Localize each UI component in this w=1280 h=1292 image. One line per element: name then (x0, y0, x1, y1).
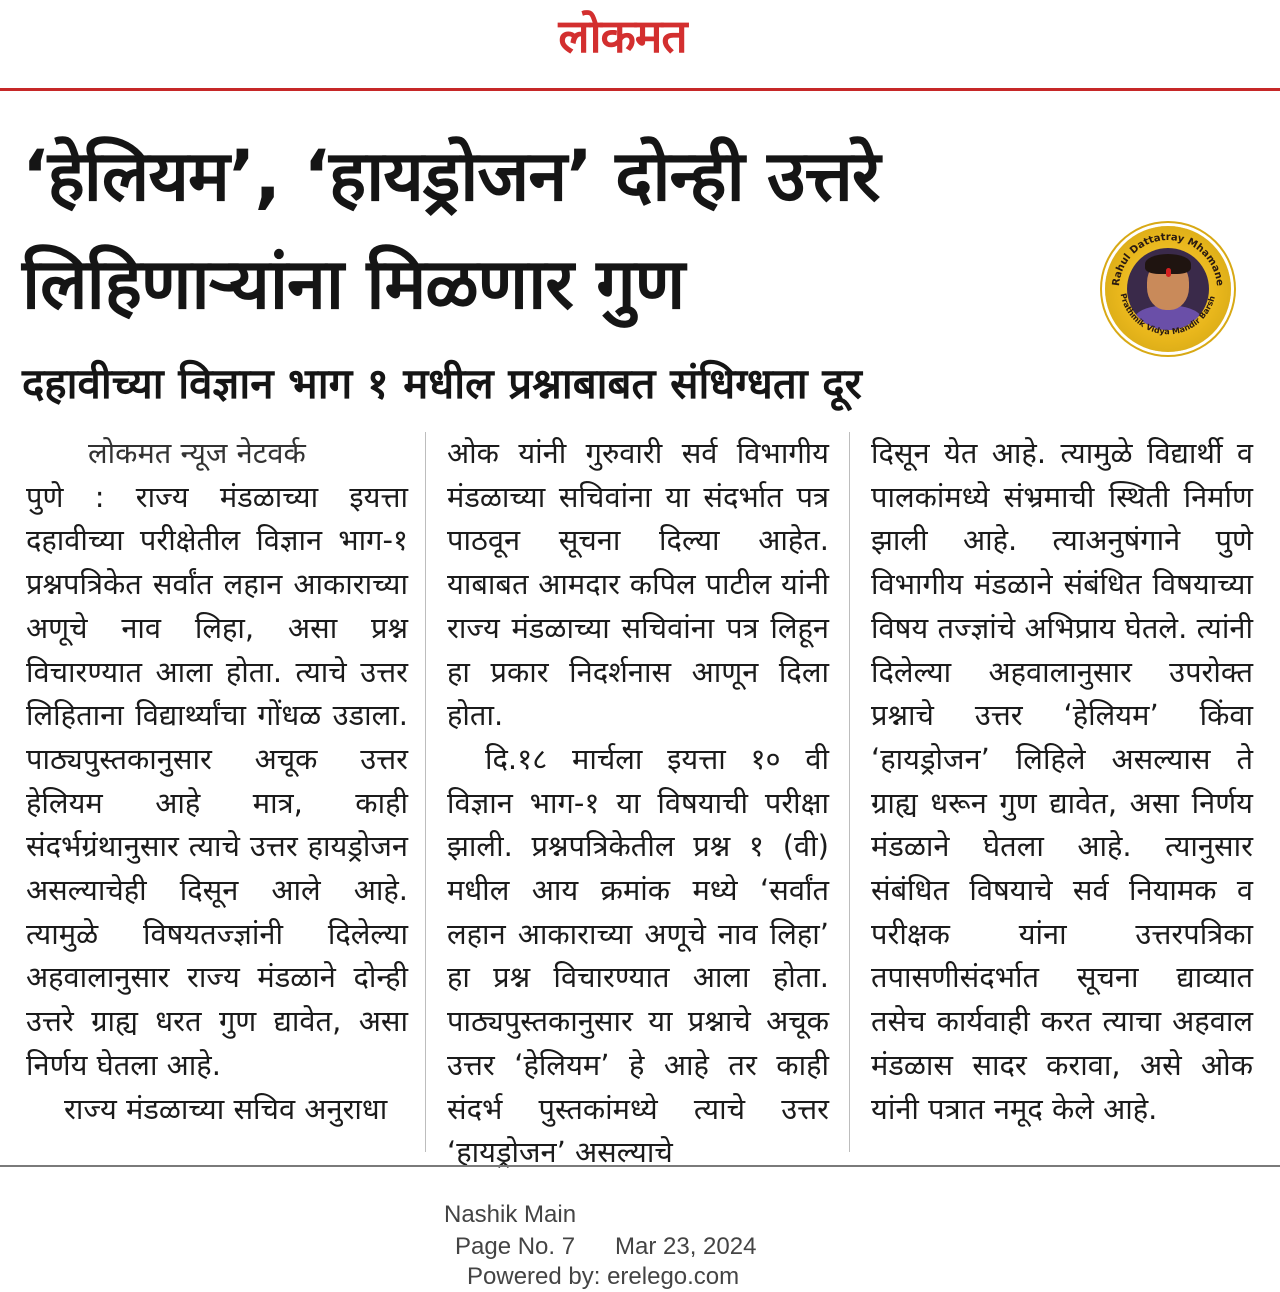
masthead (0, 0, 1280, 91)
newspaper-logo: लोकमत (558, 9, 687, 63)
byline: लोकमत न्यूज नेटवर्क (88, 436, 306, 470)
footer-divider (0, 1165, 1280, 1167)
powered-by: Powered by: erelego.com (467, 1263, 740, 1290)
publish-date: Mar 23, 2024 (615, 1233, 757, 1260)
paragraph: दिसून येत आहे. त्यामुळे विद्यार्थी व पालकांमध्ये संभ्रमाची स्थिती निर्माण झाली आहे. त्याअनुषंगाने पुणे विभागीय मंडळाने संबंधित विषयाच्या विषय तज्ज्ञांचे अभिप्राय घेतले. त्यांनी दिलेल्या अहवालानुसार उपरोक्त प्रश्नाचे उत्तर ‘हेलियम’ किंवा ‘हायड्रोजन’ लिहिले असल्यास ते ग्राह्य धरून गुण द्यावेत, असा निर्णय मंडळाने घेतला आहे. त्यानुसार संबंधित विषयाचे सर्व नियामक व परीक्षक यांना उत्तरपत्रिका तपासणीसंदर्भात सूचना द्याव्यात तसेच कार्यवाही करत त्याचा अहवाल मंडळास सादर करावा, असे ओक यांनी पत्रात नमूद केले आहे. (871, 436, 1253, 1126)
article-column-1 (26, 432, 408, 1152)
paragraph: दि.१८ मार्चला इयत्ता १० वी विज्ञान भाग-१ या विषयाची परीक्षा झाली. प्रश्नपत्रिकेतील प्रश्न १ (वी) मधील आय क्रमांक मध्ये ‘सर्वांत लहान आकाराच्या अणूचे नाव लिहा’ हा प्रश्न विचारण्यात आला होता. पाठ्यपुस्तकानुसार या प्रश्नाचे अचूक उत्तर ‘हेलियम’ हे आहे तर काही संदर्भ पुस्तकांमध्ये त्याचे उत्तर ‘हायड्रोजन’ असल्याचे (447, 741, 829, 1170)
article-column-3 (871, 432, 1253, 1152)
headline: ‘हेलियम’, ‘हायड्रोजन’ दोन्ही उत्तरे लिहिणाऱ्यांना मिळणार गुण (22, 135, 880, 325)
badge-name-text: Rahul Dattatray Mhamane (1110, 232, 1225, 287)
paragraph: ओक यांनी गुरुवारी सर्व विभागीय मंडळाच्या सचिवांना या संदर्भात पत्र पाठवून सूचना दिल्या आहेत. याबाबत आमदार कपिल पाटील यांनी राज्य मंडळाच्या सचिवांना पत्र लिहून हा प्रकार निदर्शनास आणून दिला होता. (447, 436, 829, 733)
badge-ring-text (1105, 226, 1231, 352)
column-divider (425, 432, 426, 1152)
subheadline: दहावीच्या विज्ञान भाग १ मधील प्रश्नाबाबत संधिग्धता दूर (22, 359, 862, 408)
page-number: Page No. 7 (455, 1233, 576, 1260)
badge-school-text: Prathmik Vidya Mandir Barsh (1118, 292, 1217, 337)
paragraph: राज्य मंडळाच्या सचिव अनुराधा (64, 1091, 388, 1126)
article-column-2 (447, 432, 829, 1170)
paragraph: पुणे : राज्य मंडळाच्या इयत्ता दहावीच्या परीक्षेतील विज्ञान भाग-१ प्रश्नपत्रिकेत सर्वांत लहान आकाराच्या अणूचे नाव लिहा, असा प्रश्न विचारण्यात आला होता. त्याचे उत्तर लिहिताना विद्यार्थ्यांचा गोंधळ उडाला. पाठ्यपुस्तकानुसार अचूक उत्तर हेलियम आहे मात्र, काही संदर्भग्रंथानुसार त्याचे उत्तर हायड्रोजन असल्याचेही दिसून आले आहे. त्यामुळे विषयतज्ज्ञांनी दिलेल्या अहवालानुसार राज्य मंडळाने दोन्ही उत्तरे ग्राह्य धरत गुण द्यावेत, असा निर्णय घेतला आहे. (26, 479, 408, 1082)
edition-name: Nashik Main (444, 1201, 577, 1228)
profile-badge (1105, 226, 1231, 352)
svg-text:Rahul Dattatray Mhamane (1111, 232, 1225, 287)
column-divider (849, 432, 850, 1152)
